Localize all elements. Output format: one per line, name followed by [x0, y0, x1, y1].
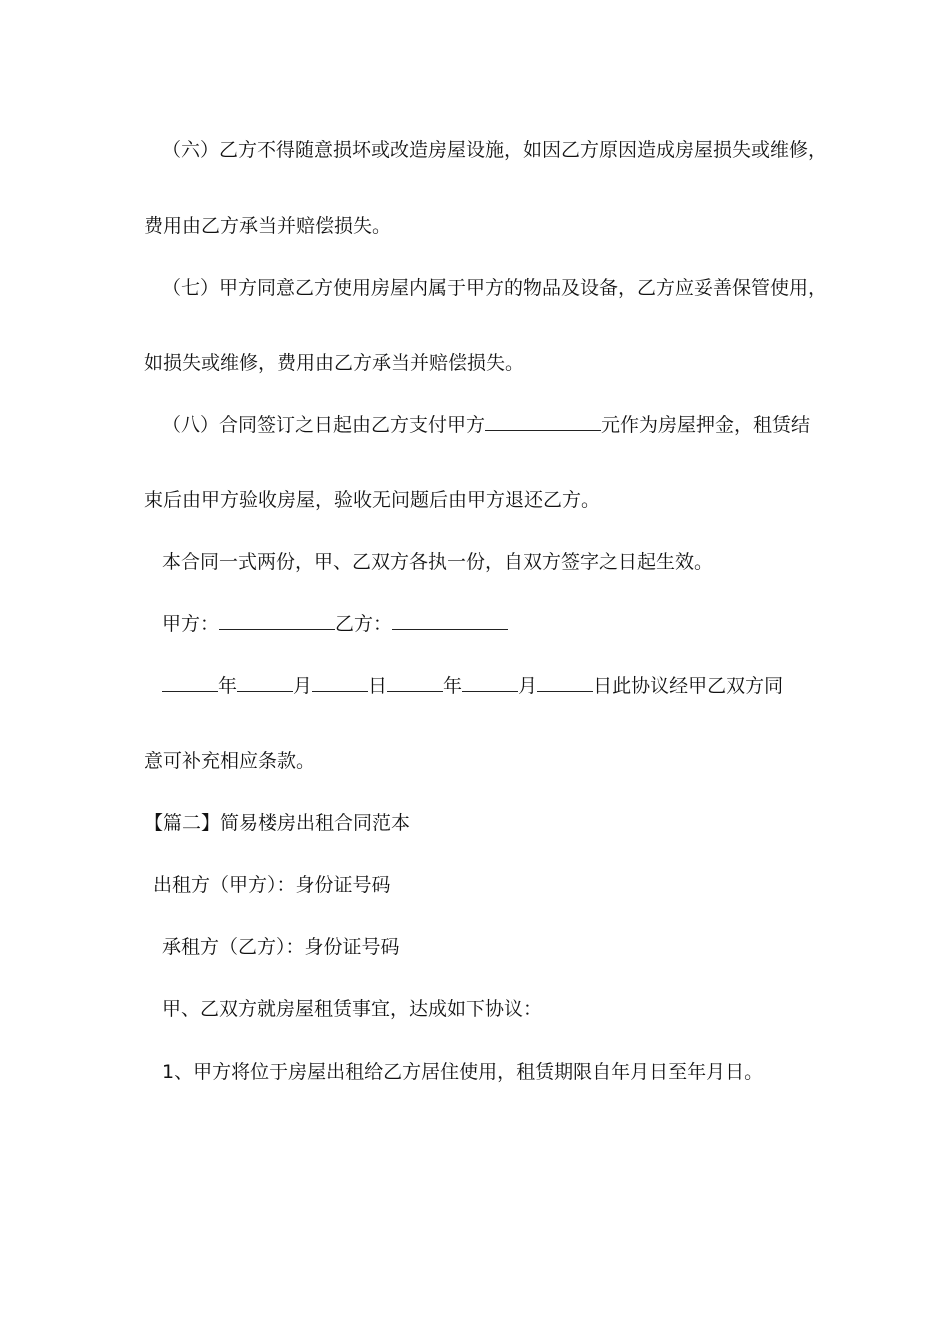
effective-clause: 本合同一式两份，甲、乙双方各执一份，自双方签字之日起生效。	[162, 551, 714, 573]
clause-6-line-1: （六）乙方不得随意损坏或改造房屋设施，如因乙方原因造成房屋损失或维修，	[162, 139, 828, 161]
clause-7-line-1: （七）甲方同意乙方使用房屋内属于甲方的物品及设备，乙方应妥善保管使用，	[162, 277, 828, 299]
date-a-day-label: 日	[368, 675, 388, 697]
party-b-label: 乙方：	[335, 613, 393, 635]
date-line	[162, 673, 783, 699]
clause-8-line-2: 束后由甲方验收房屋，验收无问题后由甲方退还乙方。	[144, 489, 601, 511]
clause-7-line-2: 如损失或维修，费用由乙方承当并赔偿损失。	[144, 352, 525, 374]
agreement-intro: 甲、乙双方就房屋租赁事宜，达成如下协议：	[162, 998, 543, 1020]
supplement-line-2: 意可补充相应条款。	[144, 750, 316, 772]
date-a-day-blank[interactable]	[312, 673, 368, 692]
date-b-month-label: 月	[518, 675, 538, 697]
deposit-amount-blank[interactable]	[485, 412, 601, 431]
date-b-day-blank[interactable]	[537, 673, 593, 692]
date-a-month-blank[interactable]	[237, 673, 293, 692]
date-b-month-blank[interactable]	[462, 673, 518, 692]
clause-6-line-2: 费用由乙方承当并赔偿损失。	[144, 215, 392, 237]
party-a-signature-blank[interactable]	[219, 611, 335, 630]
supplement-text-a: 日此协议经甲乙双方同	[593, 675, 784, 697]
clause-8-text-b: 元作为房屋押金，租赁结	[601, 414, 811, 436]
date-b-year-blank[interactable]	[387, 673, 443, 692]
article-1: 1、甲方将位于房屋出租给乙方居住使用，租赁期限自年月日至年月日。	[162, 1061, 764, 1083]
party-b-signature-blank[interactable]	[392, 611, 508, 630]
lessee-line: 承租方（乙方）：身份证号码	[162, 936, 400, 958]
signature-line	[162, 611, 508, 637]
date-a-month-label: 月	[293, 675, 313, 697]
clause-8-line-1	[162, 412, 810, 438]
date-a-year-blank[interactable]	[162, 673, 218, 692]
lessor-line: 出租方（甲方）：身份证号码	[153, 874, 391, 896]
section-heading: 【篇二】简易楼房出租合同范本	[144, 812, 411, 834]
date-b-year-label: 年	[443, 675, 463, 697]
party-a-label: 甲方：	[162, 613, 220, 635]
clause-8-text-a: （八）合同签订之日起由乙方支付甲方	[162, 414, 486, 436]
date-a-year-label: 年	[218, 675, 238, 697]
